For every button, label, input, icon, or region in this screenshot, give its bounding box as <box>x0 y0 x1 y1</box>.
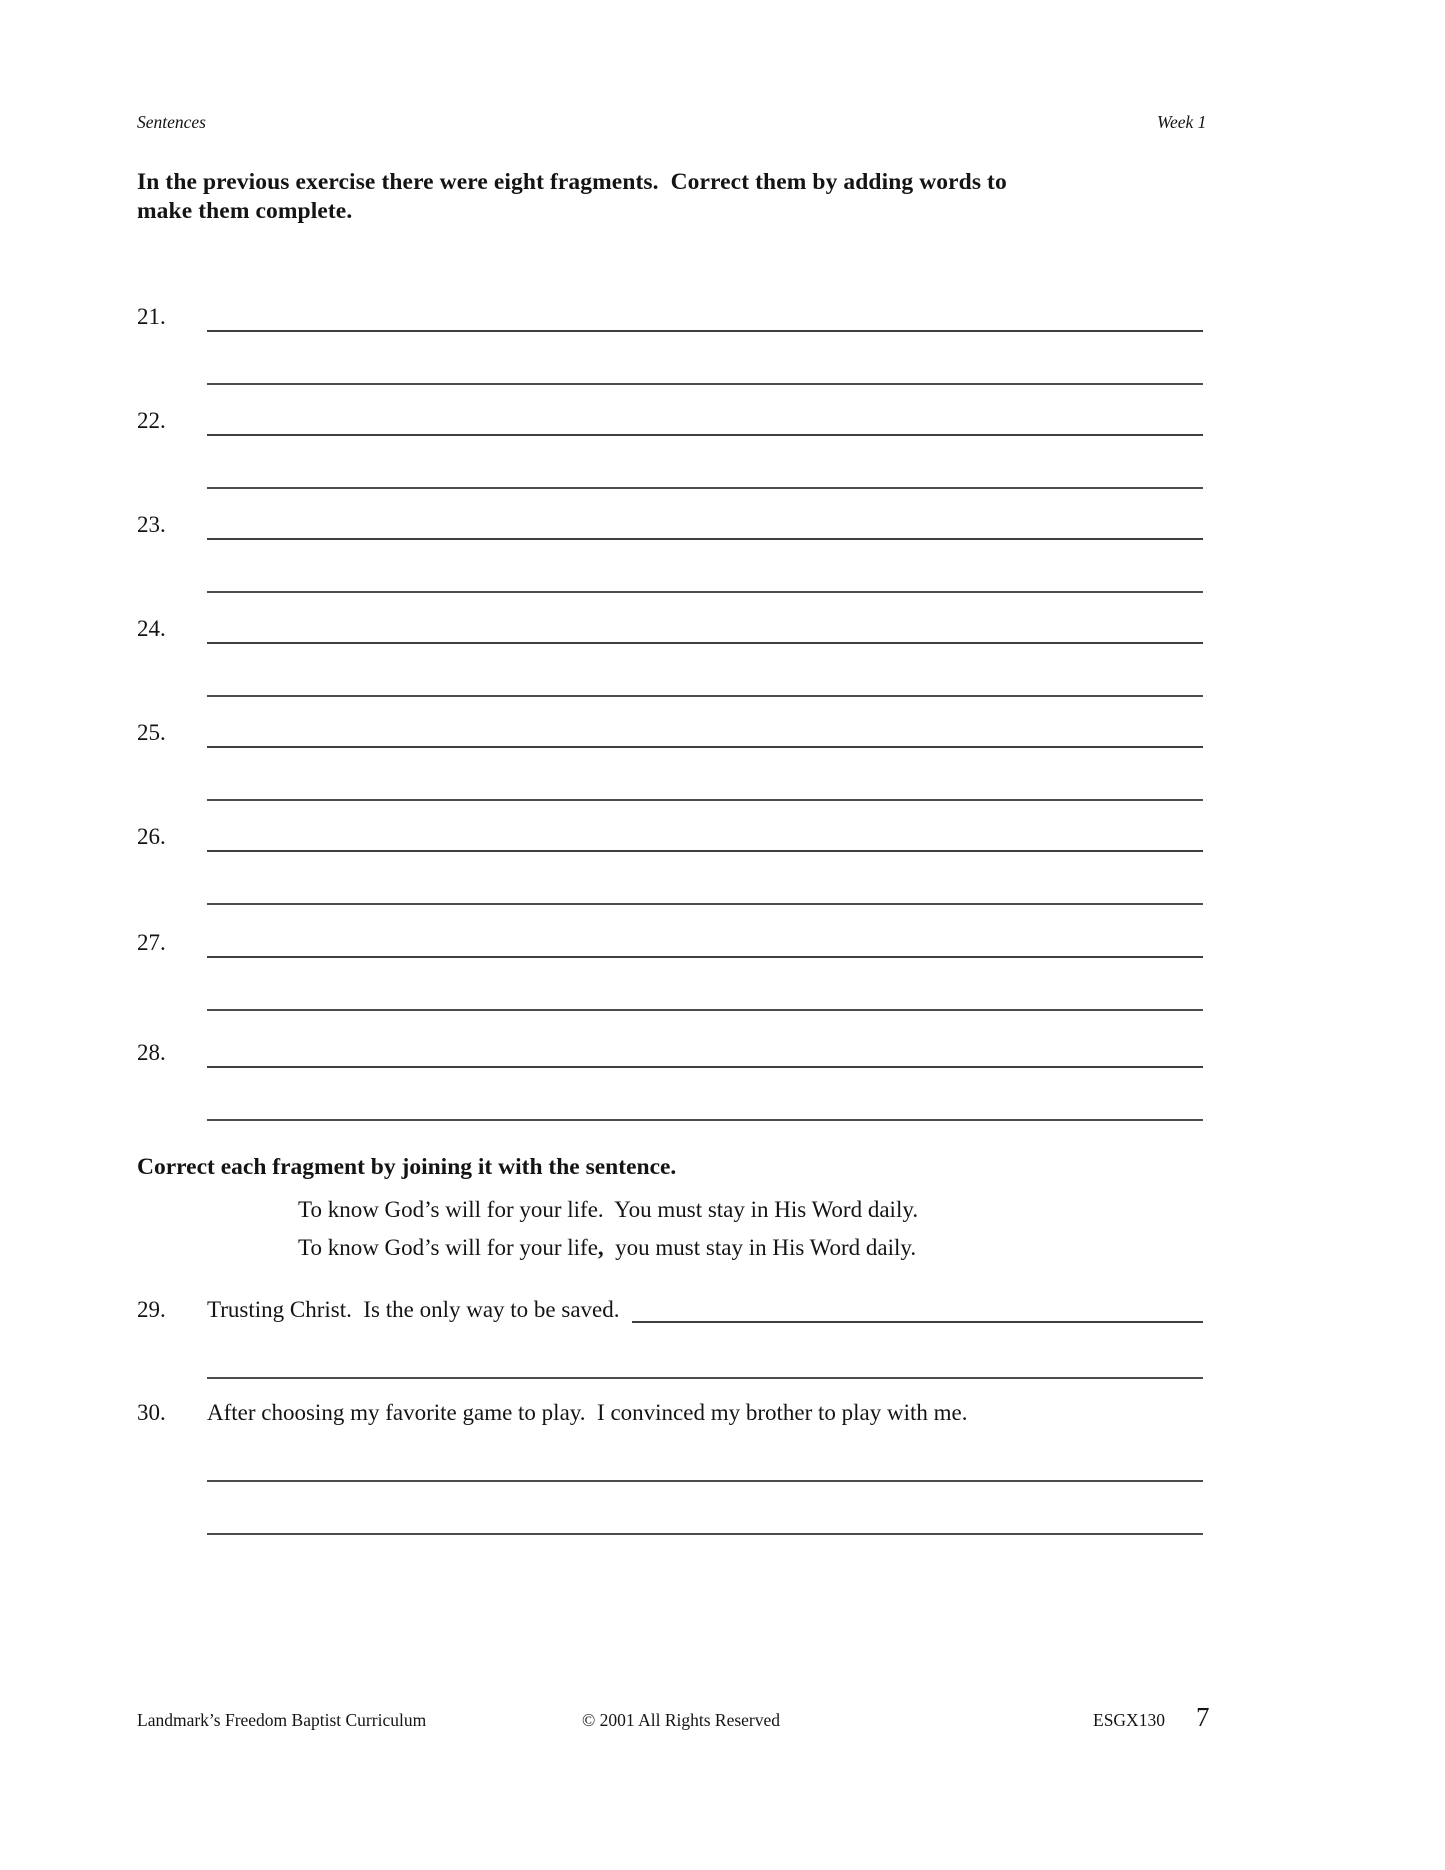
example-corrected-sentence <box>298 1235 916 1261</box>
question-number: 28. <box>137 1040 166 1065</box>
answer-blank-line <box>207 820 1203 852</box>
instructions-line-1: In the previous exercise there were eight fragments. Correct them by adding words to <box>137 169 1007 195</box>
question-item-24 <box>137 616 1203 702</box>
section-heading: Correct each fragment by joining it with the sentence. <box>137 1154 677 1180</box>
question-item-22 <box>137 408 1203 494</box>
question-number: 30. <box>137 1400 166 1425</box>
question-item-28 <box>137 1040 1203 1126</box>
answer-blank-line <box>207 353 1203 385</box>
question-item-25 <box>137 720 1203 806</box>
example-corrected-before-comma: To know God’s will for your life <box>298 1235 598 1260</box>
footer-course-code: ESGX130 <box>1093 1710 1165 1730</box>
answer-blank-line <box>207 1507 1203 1535</box>
instructions-line-2: make them complete. <box>137 198 353 224</box>
answer-blank-line <box>207 300 1203 332</box>
question-item-30 <box>137 1400 1203 1426</box>
answer-blank-line <box>207 457 1203 489</box>
exercise-instructions <box>137 168 1007 226</box>
question-text: Trusting Christ. Is the only way to be saved. <box>207 1297 620 1322</box>
question-item-29 <box>137 1293 1203 1323</box>
header-section-title: Sentences <box>137 112 206 132</box>
question-number: 24. <box>137 616 166 641</box>
answer-blank-line <box>207 1454 1203 1482</box>
answer-blank-line <box>207 561 1203 593</box>
header-week-label: Week 1 <box>1157 112 1207 132</box>
question-number: 27. <box>137 930 166 955</box>
question-number: 26. <box>137 824 166 849</box>
question-number: 23. <box>137 512 166 537</box>
question-number: 22. <box>137 408 166 433</box>
answer-blank-line <box>207 873 1203 905</box>
answer-blank-line <box>207 716 1203 748</box>
answer-blank-line <box>207 926 1203 958</box>
question-item-27 <box>137 930 1203 1016</box>
question-number: 21. <box>137 304 166 329</box>
answer-blank-line <box>207 612 1203 644</box>
question-number: 29. <box>137 1297 166 1322</box>
example-fragment-sentence: To know God’s will for your life. You must stay in His Word daily. <box>298 1197 919 1222</box>
footer-page-number: 7 <box>1196 1702 1210 1732</box>
answer-blank-line <box>632 1293 1204 1323</box>
footer-copyright: © 2001 All Rights Reserved <box>582 1710 781 1730</box>
example-corrected-bold-comma: , <box>597 1235 604 1260</box>
answer-blank-line <box>207 979 1203 1011</box>
question-item-23 <box>137 512 1203 598</box>
question-text: After choosing my favorite game to play. I convinced my brother to play with me. <box>207 1400 968 1425</box>
question-item-21 <box>137 304 1203 390</box>
answer-blank-line <box>207 508 1203 540</box>
question-item-26 <box>137 824 1203 910</box>
question-number: 25. <box>137 720 166 745</box>
answer-blank-line <box>207 404 1203 436</box>
example-corrected-after-comma: you must stay in His Word daily. <box>603 1235 917 1260</box>
answer-blank-line <box>207 1089 1203 1121</box>
answer-blank-line <box>207 665 1203 697</box>
answer-blank-line <box>207 1351 1203 1379</box>
answer-blank-line <box>207 769 1203 801</box>
footer-publisher: Landmark’s Freedom Baptist Curriculum <box>137 1710 427 1730</box>
answer-blank-line <box>207 1036 1203 1068</box>
